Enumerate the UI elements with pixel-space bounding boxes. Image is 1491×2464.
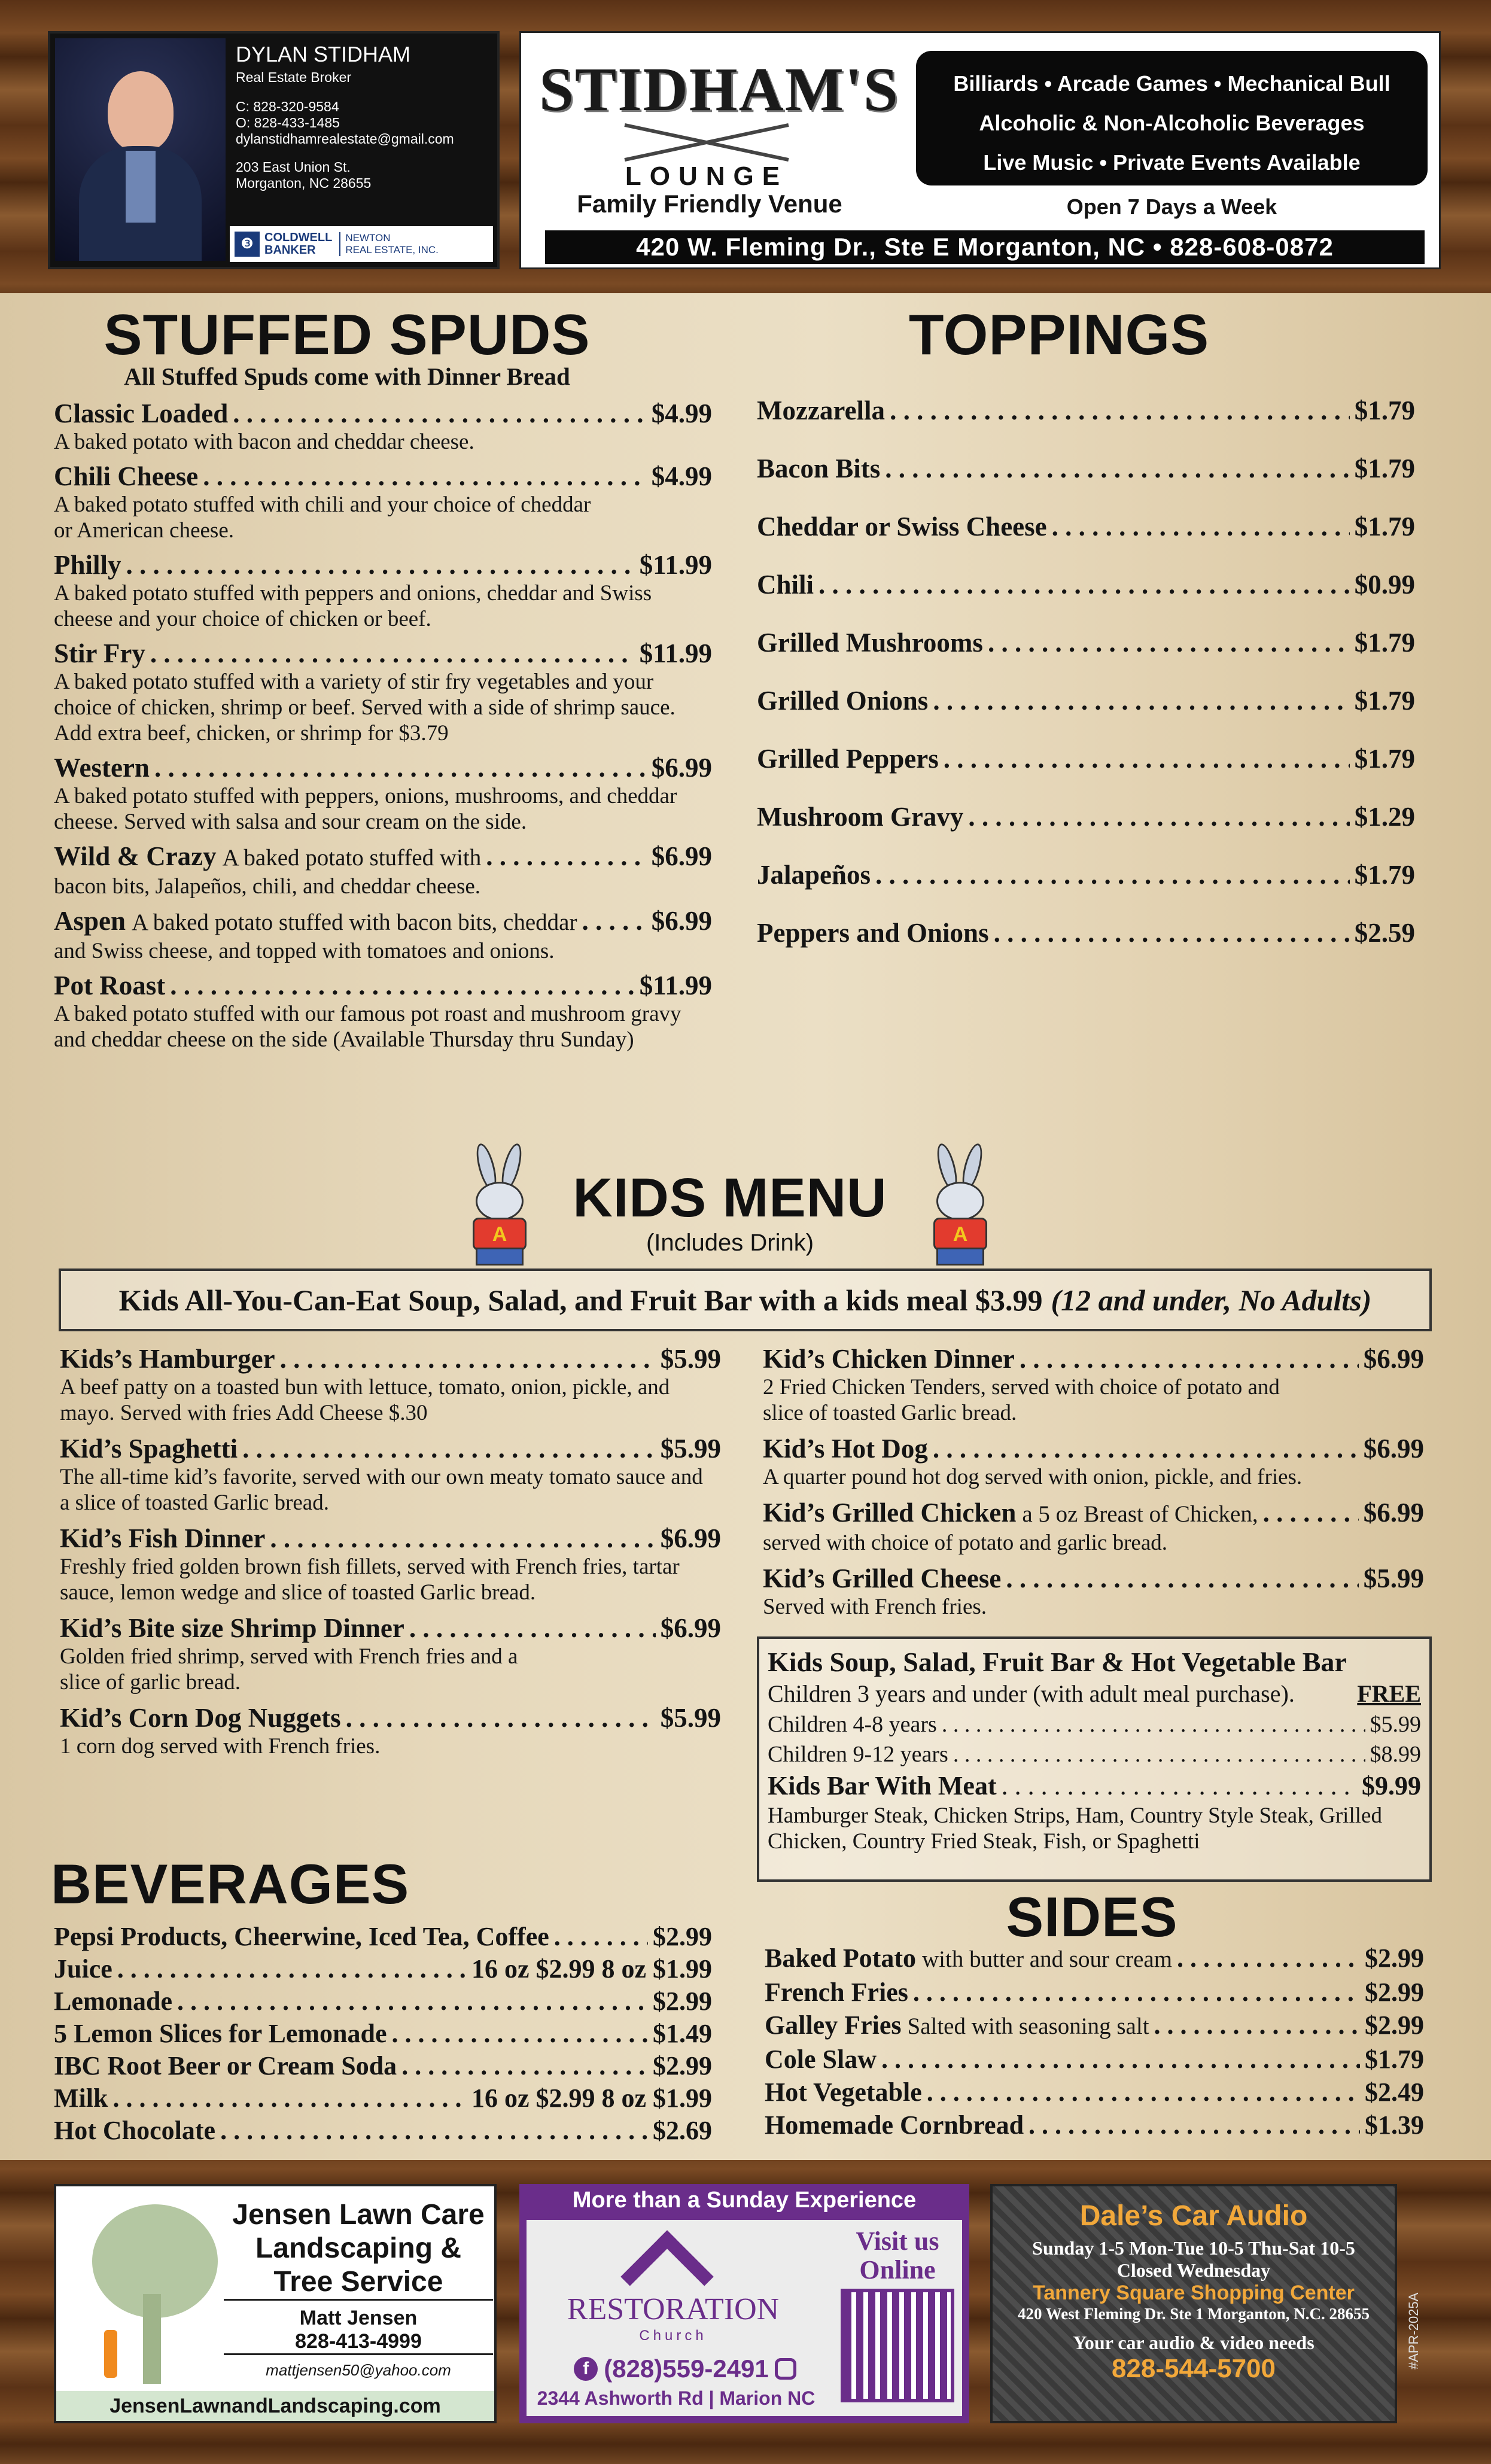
beverage-price: $2.99 — [653, 1922, 712, 1951]
kids-bar-line3-price: $8.99 — [1370, 1742, 1421, 1767]
spud-desc: A baked potato stuffed with our famous pot roast and mushroom gravy and cheddar cheese on the side (Available Thursday thru Sunday) — [54, 1002, 681, 1052]
beverage-name: Hot Chocolate — [54, 2116, 216, 2145]
spuds-subtitle: All Stuffed Spuds come with Dinner Bread — [124, 363, 570, 390]
topping-name: Peppers and Onions — [757, 918, 989, 948]
address-bar: 420 W. Fleming Dr., Ste E Morganton, NC • 828-608-0872 — [545, 230, 1425, 264]
topping-row — [757, 511, 1415, 542]
audio-phone: 828-544-5700 — [1111, 2354, 1276, 2383]
church-sub: Church — [639, 2328, 707, 2344]
spud-price: $11.99 — [639, 971, 712, 1000]
kids-item-price: $5.99 — [1363, 1563, 1424, 1593]
car-audio-ad — [990, 2184, 1397, 2423]
topping-name: Mushroom Gravy — [757, 802, 964, 832]
kids-item — [763, 1343, 1424, 1426]
side-name: French Fries — [765, 1978, 908, 2007]
kids-item — [60, 1433, 721, 1516]
spud-price: $11.99 — [639, 638, 712, 668]
kids-left-list — [60, 1343, 721, 1759]
sides-title: SIDES — [1006, 1885, 1178, 1948]
kids-bar-meat-desc: Hamburger Steak, Chicken Strips, Ham, Country Style Steak, Grilled Chicken, Country Fried Steak, Fish, or Spaghetti — [768, 1803, 1382, 1854]
topping-name: Cheddar or Swiss Cheese — [757, 512, 1047, 542]
brand-2: BANKER — [264, 244, 316, 257]
spud-desc: bacon bits, Jalapeños, chili, and cheddar cheese. — [54, 874, 481, 899]
spud-item — [54, 752, 712, 835]
kids-bar-line1-price: FREE — [1357, 1680, 1421, 1707]
kids-item — [763, 1563, 1424, 1620]
topping-row — [757, 917, 1415, 948]
topping-price: $1.79 — [1354, 686, 1415, 716]
church-headline: More than a Sunday Experience — [572, 2188, 917, 2213]
qr-code-icon[interactable] — [841, 2289, 954, 2402]
beverage-price: $1.49 — [653, 2019, 712, 2048]
cb-icon: ❸ — [235, 232, 260, 257]
kids-bar-meat-price: $9.99 — [1362, 1771, 1421, 1800]
spud-item — [54, 970, 712, 1052]
instagram-icon[interactable] — [775, 2358, 796, 2380]
kids-item — [60, 1613, 721, 1695]
side-price: $1.39 — [1365, 2110, 1424, 2140]
agent-ad — [48, 31, 500, 269]
agent-photo — [55, 38, 226, 261]
side-row — [765, 1942, 1424, 1976]
kids-item-name: Kid’s Fish Dinner — [60, 1523, 266, 1553]
spud-item — [54, 841, 712, 899]
kids-item-desc: 2 Fried Chicken Tenders, served with choice of potato and slice of toasted Garlic bread. — [763, 1375, 1280, 1425]
kids-banner-note: (12 and under, No Adults) — [1051, 1283, 1372, 1317]
spud-name: Stir Fry — [54, 638, 145, 668]
agent-email: dylanstidhamrealestate@gmail.com — [236, 131, 454, 147]
topping-name: Grilled Mushrooms — [757, 628, 983, 658]
spud-item — [54, 638, 712, 746]
audio-center: Tannery Square Shopping Center — [1033, 2282, 1355, 2304]
spud-desc: A baked potato stuffed with a variety of stir fry vegetables and your choice of chicken, shrimp or beef. Served with a side of shrimp sauce. Add extra beef, chicken, or shrimp for $3.79 — [54, 670, 675, 746]
beverage-name: 5 Lemon Slices for Lemonade — [54, 2019, 387, 2048]
beverage-name: Lemonade — [54, 1987, 172, 2016]
church-phone: (828)559-2491 — [604, 2355, 769, 2383]
spud-item — [54, 549, 712, 632]
kids-item-desc: served with choice of potato and garlic bread. — [763, 1531, 1168, 1555]
spud-price: $4.99 — [651, 461, 712, 491]
kids-bar-line2: Children 4-8 years — [768, 1712, 937, 1737]
side-row — [765, 2043, 1424, 2076]
spud-price: $4.99 — [651, 399, 712, 428]
side-row — [765, 1976, 1424, 2009]
kids-item-name: Kid’s Hot Dog — [763, 1434, 928, 1464]
kids-title: KIDS MENU — [573, 1167, 887, 1228]
kids-bar-line3: Children 9-12 years — [768, 1742, 948, 1767]
topping-name: Chili — [757, 570, 814, 600]
kids-item-desc: A quarter pound hot dog served with onion, pickle, and fries. — [763, 1465, 1303, 1489]
bunny-mascot-icon: A — [915, 1143, 1011, 1268]
beverage-price: $2.69 — [653, 2116, 712, 2145]
kids-subtitle: (Includes Drink) — [646, 1230, 814, 1256]
kids-banner — [59, 1268, 1432, 1331]
kids-item — [60, 1343, 721, 1426]
side-price: $2.99 — [1365, 1943, 1424, 1973]
topping-price: $1.79 — [1354, 454, 1415, 483]
side-name: Cole Slaw — [765, 2045, 877, 2074]
bunny-mascot-icon: A — [455, 1143, 550, 1268]
kids-item-price: $6.99 — [1363, 1498, 1424, 1528]
kids-bar-box — [757, 1636, 1432, 1882]
kids-item — [60, 1523, 721, 1605]
audio-need: Your car audio & video needs — [1073, 2332, 1314, 2353]
beverage-price: 16 oz $2.99 8 oz $1.99 — [471, 1954, 712, 1984]
church-visit1: Visit us — [856, 2226, 939, 2256]
beverage-row — [54, 2018, 712, 2050]
spud-desc: and Swiss cheese, and topped with tomatoes and onions. — [54, 939, 555, 963]
lawn-email: mattjensen50@yahoo.com — [266, 2361, 451, 2379]
kids-item-desc: Freshly fried golden brown fish fillets, served with French fries, tartar sauce, lemon wedge and slice of toasted Garlic bread. — [60, 1555, 680, 1605]
side-price: $1.79 — [1365, 2045, 1424, 2074]
spud-name: Aspen — [54, 906, 126, 936]
side-row — [765, 2009, 1424, 2043]
kids-item-name: Kid’s Bite size Shrimp Dinner — [60, 1613, 404, 1643]
beverage-row — [54, 2050, 712, 2082]
spud-item — [54, 905, 712, 964]
audio-hours2: Closed Wednesday — [1116, 2259, 1271, 2281]
toppings-list — [757, 395, 1415, 948]
spud-inline: A baked potato stuffed with — [222, 845, 482, 871]
side-price: $2.49 — [1365, 2077, 1424, 2107]
side-name: Homemade Cornbread — [765, 2110, 1024, 2140]
church-address: 2344 Ashworth Rd | Marion NC — [537, 2387, 816, 2409]
brand-4: REAL ESTATE, INC. — [345, 244, 439, 255]
topping-price: $1.79 — [1354, 860, 1415, 890]
logo-sub: LOUNGE — [625, 162, 789, 191]
kids-item-name: Kid’s Grilled Cheese — [763, 1563, 1002, 1593]
agent-address2: Morganton, NC 28655 — [236, 175, 372, 191]
kids-item-desc: 1 corn dog served with French fries. — [60, 1734, 381, 1759]
beverage-price: $2.99 — [653, 2051, 712, 2080]
kids-item-price: $6.99 — [1363, 1434, 1424, 1464]
brand-3: NEWTON — [345, 232, 391, 244]
topping-row — [757, 627, 1415, 658]
church-name: RESTORATION — [567, 2292, 780, 2326]
features-box — [916, 51, 1428, 185]
kids-item-price: $5.99 — [660, 1703, 721, 1733]
topping-name: Bacon Bits — [757, 454, 881, 483]
spud-inline: A baked potato stuffed with bacon bits, cheddar — [132, 909, 577, 935]
kids-item-name: Kid’s Grilled Chicken — [763, 1498, 1017, 1528]
hours: Open 7 Days a Week — [1066, 194, 1277, 219]
topping-price: $1.79 — [1354, 512, 1415, 542]
feature-line-3: Live Music • Private Events Available — [983, 150, 1361, 175]
topping-name: Grilled Onions — [757, 686, 929, 716]
kids-item — [763, 1433, 1424, 1490]
sides-list — [765, 1942, 1424, 2141]
beverage-name: Milk — [54, 2083, 108, 2113]
kids-item-desc: A beef patty on a toasted bun with lettuce, tomato, onion, pickle, and mayo. Served with fries Add Cheese $.30 — [60, 1375, 670, 1425]
toppings-title: TOPPINGS — [908, 303, 1210, 367]
side-name: Baked Potato — [765, 1943, 916, 1973]
spud-price: $6.99 — [651, 753, 712, 783]
side-price: $2.99 — [1365, 1978, 1424, 2007]
kids-item-desc: Golden fried shrimp, served with French fries and a slice of garlic bread. — [60, 1644, 518, 1695]
spud-desc: A baked potato stuffed with peppers, onions, mushrooms, and cheddar cheese. Served with salsa and sour cream on the side. — [54, 784, 677, 834]
beverages-list — [54, 1921, 712, 2147]
lawn-care-ad — [54, 2184, 497, 2423]
kids-item-desc: The all-time kid’s favorite, served with our own meaty tomato sauce and a slice of toasted Garlic bread. — [60, 1465, 703, 1515]
agent-address1: 203 East Union St. — [236, 159, 351, 175]
agent-cell: C: 828-320-9584 — [236, 99, 339, 114]
beverage-price: $2.99 — [653, 1987, 712, 2016]
tagline: Family Friendly Venue — [577, 190, 842, 218]
spud-price: $6.99 — [651, 841, 712, 871]
feature-line-1: Billiards • Arcade Games • Mechanical Bull — [953, 71, 1390, 96]
beverage-row — [54, 2115, 712, 2147]
feature-line-2: Alcoholic & Non-Alcoholic Beverages — [979, 111, 1365, 135]
beverages-title: BEVERAGES — [51, 1852, 410, 1915]
kids-bar-line2-price: $5.99 — [1370, 1712, 1421, 1737]
ad-code: #APR-2025A — [1406, 2292, 1421, 2369]
tree-icon — [80, 2204, 230, 2384]
topping-name: Grilled Peppers — [757, 744, 939, 774]
agent-name: DYLAN STIDHAM — [236, 42, 411, 66]
side-inline: with butter and sour cream — [922, 1946, 1173, 1972]
topping-row — [757, 859, 1415, 890]
spud-desc: A baked potato stuffed with chili and your choice of cheddar or American cheese. — [54, 492, 591, 543]
spud-item — [54, 398, 712, 455]
spud-name: Pot Roast — [54, 971, 166, 1000]
side-name: Hot Vegetable — [765, 2077, 922, 2107]
topping-price: $1.79 — [1354, 744, 1415, 774]
lawn-line3: Tree Service — [224, 2265, 493, 2301]
side-inline: Salted with seasoning salt — [907, 2013, 1149, 2039]
kids-bar-meat: Kids Bar With Meat — [768, 1771, 997, 1800]
beverage-name: Pepsi Products, Cheerwine, Iced Tea, Coffee — [54, 1922, 549, 1951]
kids-item-name: Kid’s Chicken Dinner — [763, 1344, 1015, 1374]
audio-name: Dale’s Car Audio — [1079, 2200, 1308, 2232]
kids-bar-title: Kids Soup, Salad, Fruit Bar & Hot Vegetable Bar — [768, 1647, 1347, 1677]
church-visit2: Online — [859, 2255, 936, 2284]
topping-row — [757, 453, 1415, 484]
spud-price: $6.99 — [651, 906, 712, 936]
side-row — [765, 2076, 1424, 2109]
spud-name: Classic Loaded — [54, 399, 229, 428]
coldwell-banker-logo — [230, 226, 493, 262]
church-ad — [519, 2184, 969, 2423]
audio-hours1: Sunday 1-5 Mon-Tue 10-5 Thu-Sat 10-5 — [1032, 2237, 1355, 2259]
topping-row — [757, 569, 1415, 600]
logo-text: STIDHAM'S — [539, 55, 899, 124]
spud-name: Chili Cheese — [54, 461, 199, 491]
kids-item-desc: Served with French fries. — [763, 1595, 987, 1619]
spud-name: Philly — [54, 550, 121, 580]
beverage-row — [54, 1921, 712, 1953]
topping-row — [757, 685, 1415, 716]
kids-item-name: Kids’s Hamburger — [60, 1344, 275, 1374]
topping-name: Jalapeños — [757, 860, 871, 890]
beverage-price: 16 oz $2.99 8 oz $1.99 — [471, 2083, 712, 2113]
kids-item — [60, 1702, 721, 1759]
beverage-name: IBC Root Beer or Cream Soda — [54, 2051, 397, 2080]
beverage-row — [54, 1985, 712, 2018]
topping-name: Mozzarella — [757, 396, 886, 425]
spud-name: Wild & Crazy — [54, 841, 217, 871]
kids-bar-line1: Children 3 years and under (with adult meal purchase). — [768, 1680, 1295, 1707]
side-name: Galley Fries — [765, 2010, 902, 2040]
topping-row — [757, 395, 1415, 426]
lawn-line2: Landscaping & — [255, 2232, 462, 2264]
kids-banner-text: Kids All-You-Can-Eat Soup, Salad, and Fruit Bar with a kids meal $3.99 — [118, 1283, 1043, 1317]
kids-item-name: Kid’s Spaghetti — [60, 1434, 238, 1464]
lawn-name: Jensen Lawn Care — [232, 2199, 485, 2231]
lawn-owner: Matt Jensen — [299, 2307, 418, 2329]
kids-item-name: Kid’s Corn Dog Nuggets — [60, 1703, 341, 1733]
side-row — [765, 2109, 1424, 2141]
spud-name: Western — [54, 753, 150, 783]
spud-price: $11.99 — [639, 550, 712, 580]
kids-item-price: $6.99 — [660, 1523, 721, 1553]
brand-1: COLDWELL — [264, 231, 333, 244]
lawn-phone: 828-413-4999 — [224, 2330, 493, 2355]
beverage-name: Juice — [54, 1954, 112, 1984]
kids-item-price: $5.99 — [660, 1434, 721, 1464]
spud-item — [54, 461, 712, 543]
topping-row — [757, 801, 1415, 832]
spud-desc: A baked potato with bacon and cheddar cheese. — [54, 430, 474, 454]
topping-row — [757, 743, 1415, 774]
beverage-row — [54, 2082, 712, 2115]
spuds-list — [54, 398, 712, 1052]
kids-item-price: $6.99 — [1363, 1344, 1424, 1374]
topping-price: $0.99 — [1354, 570, 1415, 600]
facebook-icon[interactable]: f — [574, 2357, 598, 2381]
topping-price: $1.79 — [1354, 628, 1415, 658]
spuds-title: STUFFED SPUDS — [104, 303, 591, 367]
stidhams-logo — [539, 45, 899, 206]
kids-item — [763, 1497, 1424, 1556]
kids-right-list — [763, 1343, 1424, 1620]
church-logo-icon — [616, 2226, 742, 2292]
topping-price: $1.79 — [1354, 396, 1415, 425]
kids-item-price: $6.99 — [660, 1613, 721, 1643]
side-price: $2.99 — [1365, 2010, 1424, 2040]
kids-item-price: $5.99 — [660, 1344, 721, 1374]
kids-item-inline: a 5 oz Breast of Chicken, — [1022, 1501, 1258, 1527]
venue-header — [519, 31, 1441, 269]
audio-address: 420 West Fleming Dr. Ste 1 Morganton, N.C. 28655 — [1018, 2305, 1370, 2323]
agent-office: O: 828-433-1485 — [236, 115, 340, 130]
agent-title: Real Estate Broker — [236, 69, 352, 85]
spud-desc: A baked potato stuffed with peppers and onions, cheddar and Swiss cheese and your choice of chicken or beef. — [54, 581, 652, 631]
topping-price: $2.59 — [1354, 918, 1415, 948]
beverage-row — [54, 1953, 712, 1985]
topping-price: $1.29 — [1354, 802, 1415, 832]
lawn-site[interactable]: JensenLawnandLandscaping.com — [56, 2391, 494, 2421]
